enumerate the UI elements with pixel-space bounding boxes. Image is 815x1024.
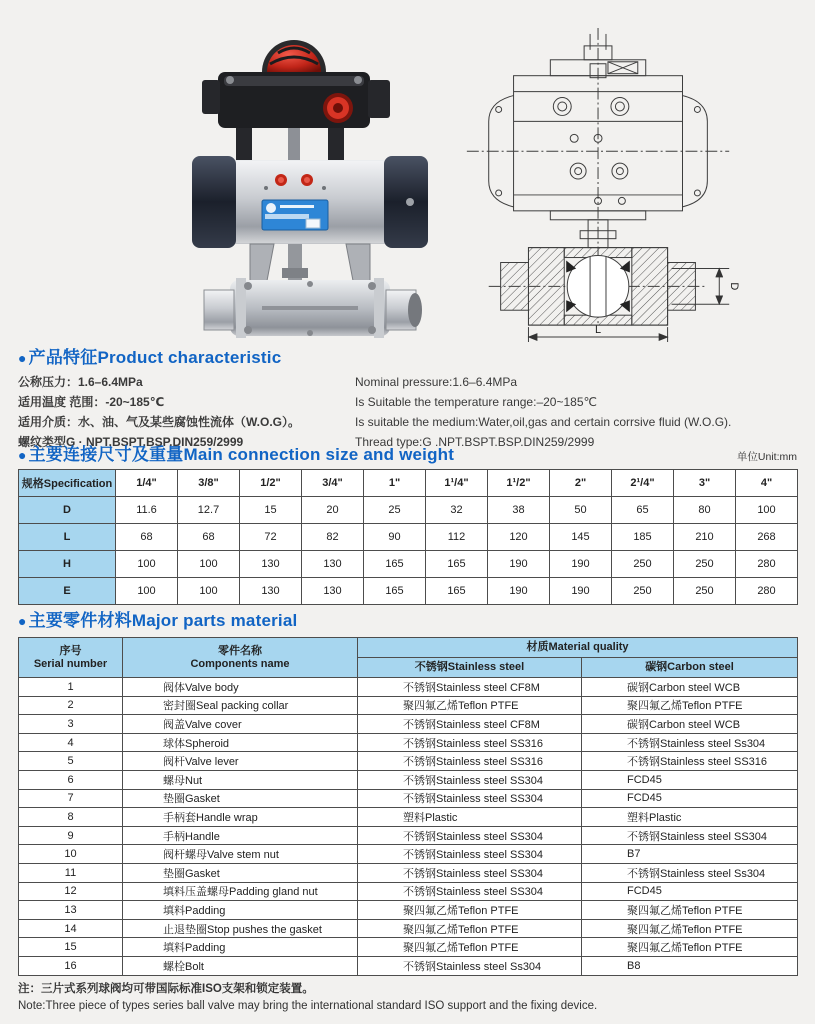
table-row <box>19 901 798 920</box>
spec-header-cell: 规格Specification <box>19 470 116 497</box>
size-header-cell: 2¹/4" <box>612 470 674 497</box>
serial-cell: 1 <box>19 678 123 697</box>
spec-line-zh: 适用介质：水、油、气及某些腐蚀性流体（W.O.G）。 <box>18 415 301 429</box>
stainless-material-cell: 不锈钢Stainless steel CF8M <box>358 678 582 697</box>
size-header-cell: 1¹/2" <box>488 470 550 497</box>
value-cell: 268 <box>736 524 798 551</box>
value-cell: 120 <box>488 524 550 551</box>
carbon-material-cell: 塑料Plastic <box>582 808 798 827</box>
value-cell: 112 <box>426 524 488 551</box>
component-name-cell: 垫圈Gasket <box>123 863 358 882</box>
table-row <box>19 733 798 752</box>
value-cell: 165 <box>426 578 488 605</box>
value-cell: 185 <box>612 524 674 551</box>
value-cell: 68 <box>116 524 178 551</box>
serial-cell: 12 <box>19 882 123 901</box>
value-cell: 80 <box>674 497 736 524</box>
carbon-material-cell: FCD45 <box>582 770 798 789</box>
stainless-material-cell: 不锈钢Stainless steel SS304 <box>358 789 582 808</box>
stainless-material-cell: 聚四氟乙烯Teflon PTFE <box>358 901 582 920</box>
value-cell: 32 <box>426 497 488 524</box>
serial-cell: 5 <box>19 752 123 771</box>
component-name-cell: 球体Spheroid <box>123 733 358 752</box>
carbon-material-cell: B8 <box>582 956 798 975</box>
product-characteristic-heading <box>18 348 281 368</box>
stainless-material-cell: 不锈钢Stainless steel SS304 <box>358 826 582 845</box>
value-cell: 130 <box>240 551 302 578</box>
component-name-cell: 填料Padding <box>123 901 358 920</box>
value-cell: 90 <box>364 524 426 551</box>
component-name-cell: 止退垫圈Stop pushes the gasket <box>123 919 358 938</box>
value-cell: 50 <box>550 497 612 524</box>
component-name-cell: 垫圈Gasket <box>123 789 358 808</box>
serial-cell: 8 <box>19 808 123 827</box>
table-row <box>19 808 798 827</box>
value-cell: 20 <box>302 497 364 524</box>
table-row <box>19 863 798 882</box>
carbon-material-cell: 聚四氟乙烯Teflon PTFE <box>582 938 798 957</box>
table-row <box>19 826 798 845</box>
value-cell: 130 <box>240 578 302 605</box>
row-label-cell: L <box>19 524 116 551</box>
dim-label-l: L <box>594 324 602 337</box>
table-header-row <box>19 638 798 658</box>
carbon-material-cell: 不锈钢Stainless steel SS316 <box>582 752 798 771</box>
value-cell: 100 <box>116 551 178 578</box>
spec-line-zh: 公称压力：1.6–6.4MPa <box>18 375 143 389</box>
stainless-material-cell: 不锈钢Stainless steel SS304 <box>358 845 582 864</box>
valve-drawing-graphic <box>458 26 748 344</box>
quality-header-cell: 材质Material quality <box>358 638 798 658</box>
serial-cell: 13 <box>19 901 123 920</box>
valve-body <box>204 278 422 338</box>
component-name-cell: 手柄Handle <box>123 826 358 845</box>
value-cell: 250 <box>674 578 736 605</box>
parts-material-table <box>18 637 798 976</box>
table-row <box>19 497 798 524</box>
serial-cell: 3 <box>19 715 123 734</box>
table-row <box>19 770 798 789</box>
serial-header-cell: 序号 Serial number <box>19 638 123 678</box>
serial-cell: 14 <box>19 919 123 938</box>
carbon-material-cell: 不锈钢Stainless steel Ss304 <box>582 733 798 752</box>
note-zh: 注：三片式系列球阀均可带国际标准ISO支架和锁定装置。 <box>18 983 314 995</box>
value-cell: 38 <box>488 497 550 524</box>
spec-line-zh: 螺纹类型G · NPT.BSPT.BSP.DIN259/2999 <box>18 435 244 449</box>
valve-drawing <box>458 26 748 344</box>
stainless-material-cell: 聚四氟乙烯Teflon PTFE <box>358 938 582 957</box>
table-row <box>19 524 798 551</box>
stainless-material-cell: 聚四氟乙烯Teflon PTFE <box>358 919 582 938</box>
heading-text: 主要连接尺寸及重量Main connection size and weight <box>28 445 455 464</box>
size-header-cell: 3/4" <box>302 470 364 497</box>
spec-lines-zh <box>18 374 355 450</box>
serial-cell: 4 <box>19 733 123 752</box>
section-connection-size <box>18 445 797 605</box>
figures-row <box>0 18 815 343</box>
size-header-cell: 1¹/4" <box>426 470 488 497</box>
component-name-cell: 螺母Nut <box>123 770 358 789</box>
note-en: Note:Three piece of types series ball valve may bring the international standard ISO support and the fixing device. <box>18 1000 598 1012</box>
carbon-material-cell: 碳钢Carbon steel WCB <box>582 678 798 697</box>
table-row <box>19 696 798 715</box>
carbon-material-cell: B7 <box>582 845 798 864</box>
value-cell: 100 <box>116 578 178 605</box>
carbon-material-cell: FCD45 <box>582 882 798 901</box>
spec-line-en: Nominal pressure:1.6–6.4MPa <box>355 375 518 389</box>
spec-line-en: Thread type:G .NPT.BSPT.BSP.DIN259/2999 <box>355 435 595 449</box>
dim-label-d: D <box>728 282 741 291</box>
value-cell: 100 <box>178 578 240 605</box>
size-header-cell: 2" <box>550 470 612 497</box>
table-row <box>19 919 798 938</box>
spec-line-en: Is Suitable the temperature range:–20~185℃ <box>355 395 597 409</box>
limit-switch-box <box>202 72 390 128</box>
size-header-cell: 1/2" <box>240 470 302 497</box>
table-row <box>19 715 798 734</box>
component-name-cell: 手柄套Handle wrap <box>123 808 358 827</box>
value-cell: 190 <box>488 578 550 605</box>
stainless-material-cell: 不锈钢Stainless steel CF8M <box>358 715 582 734</box>
bullet-icon: ● <box>18 613 27 629</box>
mounting-bracket <box>236 128 344 164</box>
component-name-cell: 阀杆Valve lever <box>123 752 358 771</box>
valve-photo-graphic <box>178 20 443 338</box>
row-label-cell: H <box>19 551 116 578</box>
heading-text: 主要零件材料Major parts material <box>28 611 298 630</box>
component-name-cell: 填料Padding <box>123 938 358 957</box>
limit-switch-dome <box>262 40 326 72</box>
value-cell: 11.6 <box>116 497 178 524</box>
table-header-row <box>19 470 798 497</box>
serial-cell: 6 <box>19 770 123 789</box>
stainless-material-cell: 塑料Plastic <box>358 808 582 827</box>
value-cell: 280 <box>736 551 798 578</box>
size-header-cell: 3" <box>674 470 736 497</box>
name-header-cell: 零件名称 Components name <box>123 638 358 678</box>
parts-material-heading <box>18 611 297 631</box>
size-header-cell: 4" <box>736 470 798 497</box>
pneumatic-actuator <box>192 156 428 248</box>
value-cell: 12.7 <box>178 497 240 524</box>
stainless-material-cell: 不锈钢Stainless steel SS304 <box>358 882 582 901</box>
size-header-cell: 1" <box>364 470 426 497</box>
serial-cell: 9 <box>19 826 123 845</box>
component-name-cell: 阀杆螺母Valve stem nut <box>123 845 358 864</box>
stainless-material-cell: 不锈钢Stainless steel SS316 <box>358 752 582 771</box>
value-cell: 250 <box>612 551 674 578</box>
value-cell: 250 <box>674 551 736 578</box>
value-cell: 25 <box>364 497 426 524</box>
component-name-cell: 密封圈Seal packing collar <box>123 696 358 715</box>
table-row <box>19 789 798 808</box>
component-name-cell: 螺栓Bolt <box>123 956 358 975</box>
size-header-cell: 1/4" <box>116 470 178 497</box>
value-cell: 280 <box>736 578 798 605</box>
stainless-material-cell: 不锈钢Stainless steel SS304 <box>358 863 582 882</box>
value-cell: 165 <box>364 551 426 578</box>
value-cell: 65 <box>612 497 674 524</box>
carbon-material-cell: 聚四氟乙烯Teflon PTFE <box>582 696 798 715</box>
value-cell: 190 <box>550 551 612 578</box>
value-cell: 165 <box>426 551 488 578</box>
component-name-cell: 阀盖Valve cover <box>123 715 358 734</box>
carbon-material-cell: 碳钢Carbon steel WCB <box>582 715 798 734</box>
table-row <box>19 956 798 975</box>
connection-size-table <box>18 469 798 605</box>
serial-cell: 11 <box>19 863 123 882</box>
carbon-material-cell: 聚四氟乙烯Teflon PTFE <box>582 919 798 938</box>
stainless-header-cell: 不锈钢Stainless steel <box>358 658 582 678</box>
carbon-material-cell: 聚四氟乙烯Teflon PTFE <box>582 901 798 920</box>
carbon-header-cell: 碳钢Carbon steel <box>582 658 798 678</box>
stainless-material-cell: 不锈钢Stainless steel SS316 <box>358 733 582 752</box>
bullet-icon: ● <box>18 350 27 366</box>
section-product-characteristic <box>18 348 797 450</box>
table-row <box>19 752 798 771</box>
bullet-icon: ● <box>18 447 27 463</box>
section-parts-material <box>18 611 797 976</box>
component-name-cell: 填料压盖螺母Padding gland nut <box>123 882 358 901</box>
table-row <box>19 938 798 957</box>
value-cell: 210 <box>674 524 736 551</box>
connection-size-heading <box>18 445 454 465</box>
serial-cell: 10 <box>19 845 123 864</box>
valve-bracket <box>250 244 370 286</box>
row-label-cell: D <box>19 497 116 524</box>
value-cell: 165 <box>364 578 426 605</box>
table-row <box>19 578 798 605</box>
value-cell: 190 <box>550 578 612 605</box>
table-row <box>19 845 798 864</box>
table-row <box>19 551 798 578</box>
spec-line-zh: 适用温度 范围：-20~185℃ <box>18 395 165 409</box>
valve-photo <box>178 20 443 338</box>
table-row <box>19 882 798 901</box>
footer-notes <box>18 981 797 1015</box>
value-cell: 130 <box>302 551 364 578</box>
carbon-material-cell: FCD45 <box>582 789 798 808</box>
stainless-material-cell: 不锈钢Stainless steel SS304 <box>358 770 582 789</box>
serial-cell: 7 <box>19 789 123 808</box>
spec-lines-en <box>355 374 797 450</box>
value-cell: 100 <box>178 551 240 578</box>
value-cell: 82 <box>302 524 364 551</box>
value-cell: 15 <box>240 497 302 524</box>
spec-line-en: Is suitable the medium:Water,oil,gas and certain corrsive fluid (W.O.G). <box>355 415 732 429</box>
serial-cell: 2 <box>19 696 123 715</box>
carbon-material-cell: 不锈钢Stainless steel SS304 <box>582 826 798 845</box>
component-name-cell: 阀体Valve body <box>123 678 358 697</box>
size-header-cell: 3/8" <box>178 470 240 497</box>
value-cell: 130 <box>302 578 364 605</box>
value-cell: 72 <box>240 524 302 551</box>
table-row <box>19 678 798 697</box>
value-cell: 190 <box>488 551 550 578</box>
actuator-label <box>262 200 328 230</box>
value-cell: 250 <box>612 578 674 605</box>
heading-text: 产品特征Product characteristic <box>28 348 282 367</box>
value-cell: 68 <box>178 524 240 551</box>
serial-cell: 16 <box>19 956 123 975</box>
value-cell: 145 <box>550 524 612 551</box>
carbon-material-cell: 不锈钢Stainless steel Ss304 <box>582 863 798 882</box>
value-cell: 100 <box>736 497 798 524</box>
serial-cell: 15 <box>19 938 123 957</box>
unit-label: 单位Unit:mm <box>736 451 797 463</box>
row-label-cell: E <box>19 578 116 605</box>
stainless-material-cell: 聚四氟乙烯Teflon PTFE <box>358 696 582 715</box>
stainless-material-cell: 不锈钢Stainless steel Ss304 <box>358 956 582 975</box>
